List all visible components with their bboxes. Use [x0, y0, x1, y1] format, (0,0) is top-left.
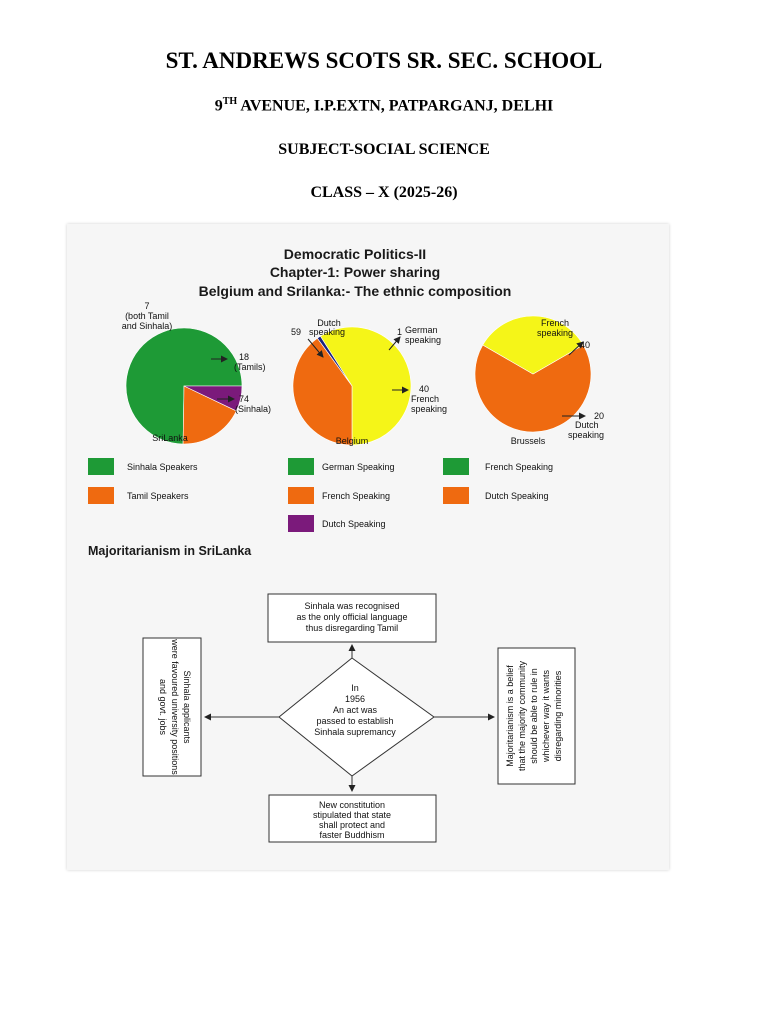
figure-title-3: Belgium and Srilanka:- The ethnic composition: [198, 283, 512, 299]
legend-swatch-orange: [88, 487, 114, 504]
legend-swatch-purple: [288, 515, 314, 532]
legend-belgium: [288, 458, 395, 532]
diagram-bottom-line: stipulated that state: [312, 810, 392, 820]
legend-swatch-green: [288, 458, 314, 475]
legend-swatch-orange: [443, 487, 469, 504]
srilanka-pie-name: SriLanka: [152, 433, 188, 443]
diagram-right-text: [505, 660, 563, 771]
belgium-dutch-line1: Dutch: [317, 318, 341, 328]
srilanka-both-value: 7: [144, 301, 150, 311]
figure-title-2: Chapter-1: Power sharing: [269, 264, 441, 280]
legend-brussels: [443, 458, 553, 504]
legend-label: Dutch Speaking: [485, 491, 549, 501]
infographic-figure: [67, 224, 669, 870]
belgium-pie-name: Belgium: [335, 436, 369, 446]
srilanka-tamil-value: 18: [239, 352, 250, 362]
srilanka-both-line3: and Sinhala): [121, 321, 173, 331]
legend-label: German Speaking: [322, 462, 395, 472]
subject-line: SUBJECT-SOCIAL SCIENCE: [278, 141, 490, 158]
srilanka-tamil-name: (Tamils): [234, 362, 266, 372]
brussels-dutch-line1: Dutch: [575, 420, 599, 430]
belgium-french-line2: speaking: [411, 404, 448, 414]
diagram-left-line: were favoured university positions: [170, 639, 180, 775]
school-address: 9TH AVENUE, I.P.EXTN, PATPARGANJ, DELHI: [214, 96, 554, 115]
diagram-bottom-line: faster Buddhism: [319, 830, 385, 840]
legend-srilanka: [88, 458, 198, 504]
legend-swatch-green: [443, 458, 469, 475]
diagram-center-line: An act was: [332, 705, 378, 715]
diagram-top-line: Sinhala was recognised: [304, 601, 400, 611]
belgium-french-value: 40: [419, 384, 430, 394]
diagram-right-line: should be able to rule in: [529, 668, 539, 764]
legend-label: French Speaking: [322, 491, 391, 501]
belgium-french-line1: French: [411, 394, 440, 404]
figure-title-1: Democratic Politics-II: [283, 246, 427, 262]
diagram-right-line: whichever way it wants: [541, 669, 551, 763]
diagram-top-line: as the only official language: [296, 612, 408, 622]
school-name: ST. ANDREWS SCOTS SR. SEC. SCHOOL: [165, 48, 603, 73]
diagram-bottom-line: shall protect and: [318, 820, 386, 830]
class-line: CLASS – X (2025-26): [310, 184, 458, 201]
diagram-right-line: disregarding minorities: [553, 670, 563, 762]
diagram-center-line: Sinhala supremancy: [314, 727, 396, 737]
brussels-french-value: 40: [580, 340, 591, 350]
srilanka-both-line2: (both Tamil: [125, 311, 169, 321]
infographic-svg: [67, 224, 669, 870]
legend-label: French Speaking: [485, 462, 554, 472]
diagram-center-line: 1956: [344, 694, 366, 704]
legend-swatch-orange: [288, 487, 314, 504]
diagram-center-line: In: [351, 683, 359, 693]
diagram-top-line: thus disregarding Tamil: [305, 623, 399, 633]
majoritarianism-section-title: Majoritarianism in SriLanka: [88, 544, 252, 558]
diagram-left-line: and govt. jobs: [158, 678, 168, 736]
diagram-right-line: Majoritarianism is a belief: [505, 665, 515, 767]
legend-swatch-green: [88, 458, 114, 475]
srilanka-sinhala-value: 74: [239, 394, 250, 404]
belgium-dutch-line2: speaking: [309, 327, 346, 337]
brussels-dutch-line2: speaking: [568, 430, 605, 440]
legend-label: Dutch Speaking: [322, 519, 386, 529]
brussels-french-line2: speaking: [536, 328, 574, 338]
pie-chart-srilanka: [126, 328, 242, 444]
belgium-german-line1: German: [405, 325, 438, 335]
diagram-right-line: that the majority community: [517, 660, 527, 772]
brussels-dutch-value: 20: [594, 411, 605, 421]
srilanka-sinhala-name: (Sinhala): [235, 404, 272, 414]
brussels-pie-name: Brussels: [510, 436, 546, 446]
brussels-french-line1: French: [540, 318, 570, 328]
legend-label: Sinhala Speakers: [127, 462, 198, 472]
majoritarianism-diagram: [143, 594, 575, 842]
legend-label: Tamil Speakers: [127, 491, 189, 501]
pie-chart-brussels: [475, 316, 591, 432]
diagram-left-line: Sinhala applicants: [182, 670, 192, 744]
belgium-dutch-value: 59: [291, 327, 302, 337]
belgium-german-value: 1: [397, 327, 403, 337]
belgium-german-line2: speaking: [405, 335, 442, 345]
diagram-bottom-line: New constitution: [318, 800, 386, 810]
diagram-center-line: passed to establish: [316, 716, 394, 726]
